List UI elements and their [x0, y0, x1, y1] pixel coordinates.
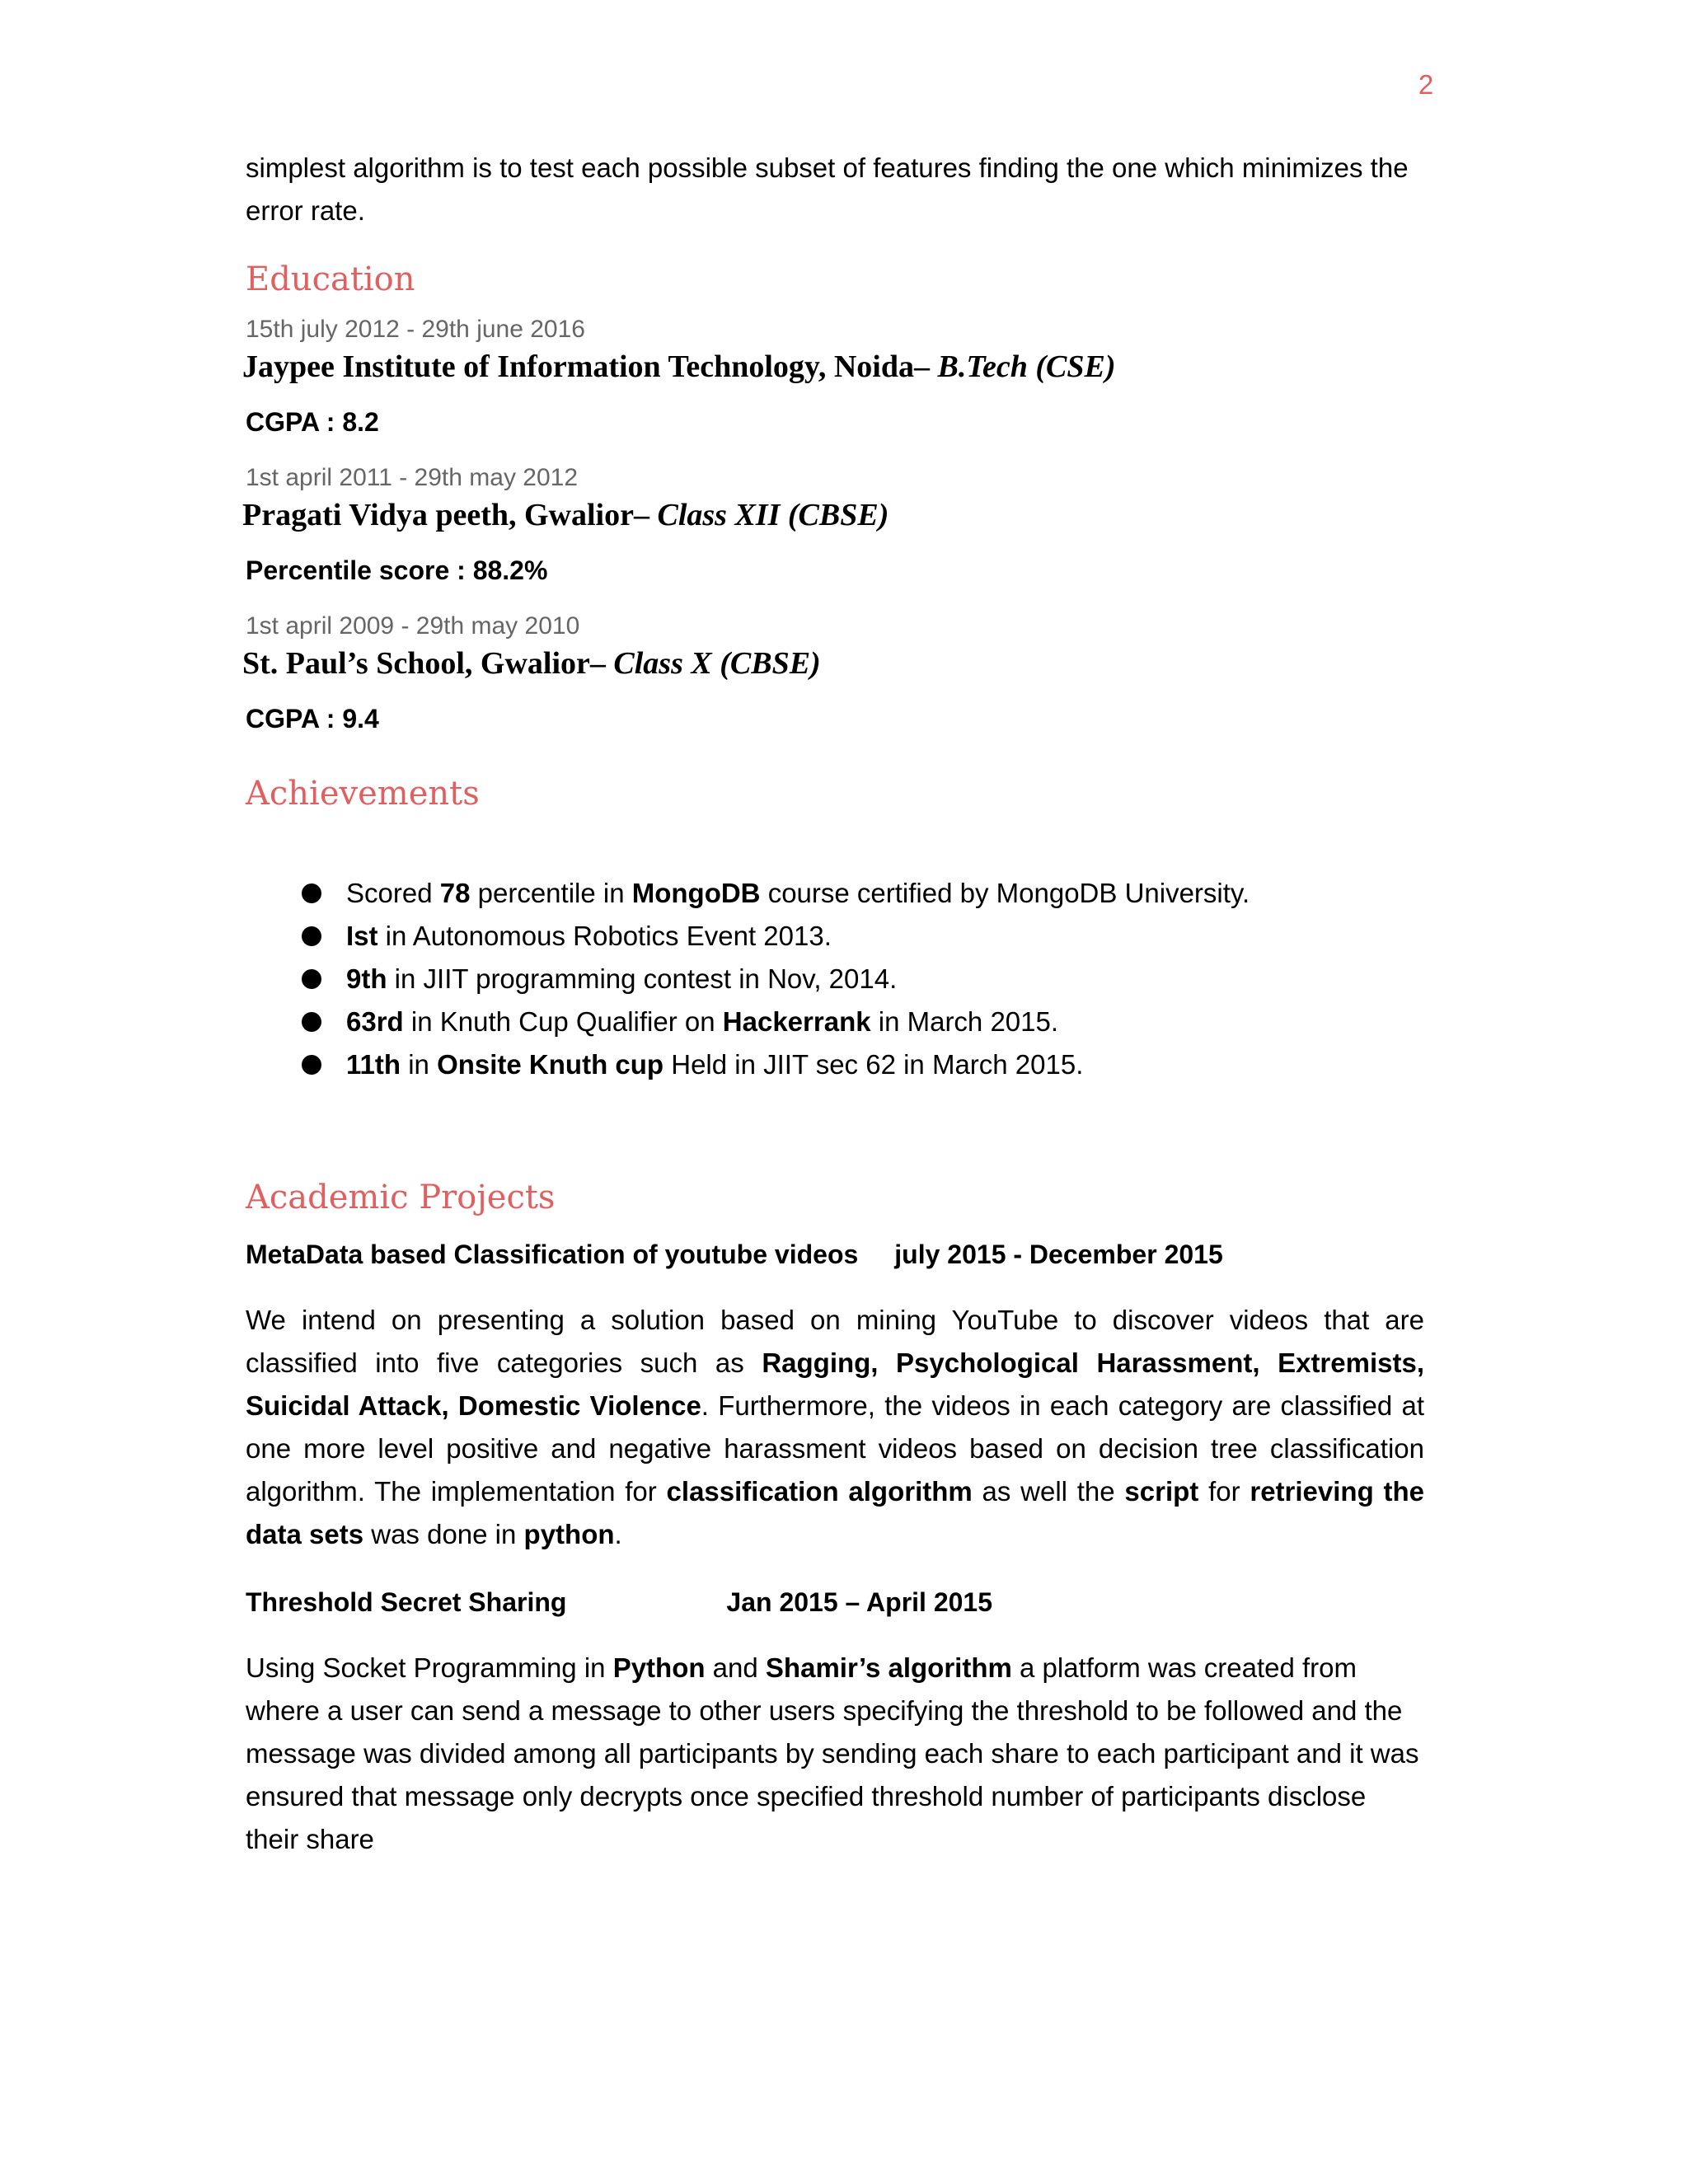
education-score: CGPA : 9.4: [246, 704, 379, 733]
education-date: 1st april 2011 - 29th may 2012: [246, 464, 579, 491]
degree: B.Tech (CSE): [937, 349, 1116, 384]
bullet-icon: [302, 1055, 321, 1075]
desc-text: We intend on presenting a solution based on mining YouTube to discover videos that are classified into five categories such as: [246, 1305, 1424, 1378]
item-text: Held in JIIT sec 62 in March 2015.: [663, 1049, 1084, 1080]
desc-bold: retrieving the data sets: [246, 1476, 1425, 1549]
item-bold: 63rd: [346, 1006, 404, 1037]
desc-text: was done in: [363, 1519, 524, 1549]
education-date: 15th july 2012 - 29th june 2016: [246, 316, 585, 343]
education-score: CGPA : 8.2: [246, 407, 379, 437]
desc-text: Using Socket Programming in: [246, 1652, 613, 1683]
degree: Class X (CBSE): [613, 646, 821, 681]
list-item: [246, 872, 1441, 915]
education-entry: [242, 610, 1441, 737]
project-heading: [246, 1236, 1441, 1272]
bullet-icon: [302, 926, 321, 946]
desc-text: a platform was created from where a user can send a message to other users specifying the threshold to be followed and the message was divided among all participants by sending each share to each participant and it was ensured that message only decrypts once specified threshold number of participants disclose their share: [246, 1652, 1419, 1854]
institution-name: Jaypee Institute of Information Technology, Noida: [242, 349, 914, 384]
desc-bold: Ragging, Psychological Harassment, Extremists, Suicidal Attack, Domestic Violence: [246, 1347, 1425, 1421]
item-bold: 9th: [346, 963, 387, 994]
project-description: [246, 1299, 1424, 1556]
desc-bold: Python: [612, 1652, 706, 1683]
list-item: [246, 915, 1441, 958]
desc-text: and: [705, 1652, 766, 1683]
desc-text: as well the: [972, 1476, 1125, 1507]
desc-text: for: [1198, 1476, 1250, 1507]
degree: Class XII (CBSE): [657, 498, 889, 532]
separator: –: [589, 646, 614, 681]
institution-line: [242, 643, 1441, 684]
list-item: [246, 1001, 1441, 1043]
achievements-heading: Achievements: [246, 775, 480, 813]
desc-bold: python: [523, 1519, 615, 1549]
item-text: in Autonomous Robotics Event 2013.: [377, 921, 832, 951]
institution-name: Pragati Vidya peeth, Gwalior: [242, 498, 634, 532]
project-name: MetaData based Classification of youtube videos: [246, 1240, 859, 1269]
project-date: Jan 2015 – April 2015: [726, 1587, 992, 1617]
institution-line: [242, 346, 1441, 387]
education-date: 1st april 2009 - 29th may 2010: [246, 612, 580, 640]
item-bold: 11th: [346, 1049, 401, 1080]
item-text: in March 2015.: [870, 1006, 1059, 1037]
bullet-icon: [302, 969, 321, 989]
project-description: [246, 1647, 1424, 1861]
education-score: Percentile score : 88.2%: [246, 555, 548, 585]
item-bold: MongoDB: [631, 878, 761, 908]
item-text: course certified by MongoDB University.: [760, 878, 1250, 908]
page-content: [242, 147, 1441, 1861]
bullet-icon: [302, 883, 321, 903]
item-text: in Knuth Cup Qualifier on: [403, 1006, 723, 1037]
page-number: 2: [1418, 69, 1434, 100]
projects-heading: Academic Projects: [246, 1179, 556, 1216]
separator: –: [633, 498, 658, 532]
item-text: percentile in: [470, 878, 632, 908]
education-entry: [242, 462, 1441, 588]
institution-name: St. Paul’s School, Gwalior: [242, 646, 590, 681]
desc-bold: Shamir’s algorithm: [765, 1652, 1012, 1683]
item-bold: Hackerrank: [722, 1006, 871, 1037]
bullet-icon: [302, 1012, 321, 1032]
item-bold: Ist: [346, 921, 378, 951]
list-item: [246, 1043, 1441, 1086]
education-heading: Education: [246, 260, 415, 298]
project-name: Threshold Secret Sharing: [246, 1587, 567, 1617]
separator: –: [913, 349, 938, 384]
education-entry: [242, 313, 1441, 440]
desc-bold: classification algorithm: [666, 1476, 973, 1507]
desc-bold: script: [1124, 1476, 1199, 1507]
item-bold: Onsite Knuth cup: [437, 1049, 664, 1080]
item-text: Scored: [346, 878, 440, 908]
item-text: in: [401, 1049, 438, 1080]
project-date: july 2015 - December 2015: [894, 1240, 1223, 1269]
institution-line: [242, 494, 1441, 536]
desc-text: .: [614, 1519, 622, 1549]
achievements-list: [246, 872, 1441, 1086]
item-text: in JIIT programming contest in Nov, 2014.: [387, 963, 898, 994]
desc-text: . Furthermore, the videos in each category are classified at one more level positive and negative harassment videos based on decision tree classification algorithm. The implementation for: [246, 1390, 1425, 1507]
list-item: [246, 958, 1441, 1001]
intro-paragraph: simplest algorithm is to test each possible subset of features finding the one which minimizes the error rate.: [246, 152, 1409, 226]
item-bold: 78: [439, 878, 471, 908]
project-heading: [246, 1584, 1441, 1620]
